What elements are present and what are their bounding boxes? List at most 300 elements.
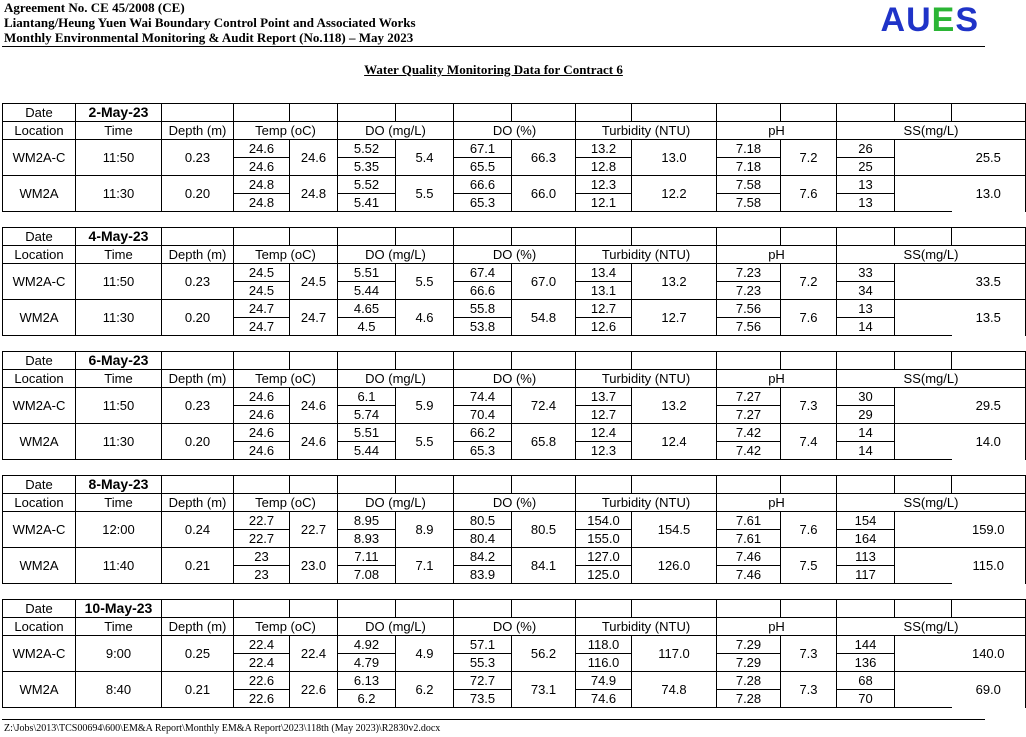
header-location: Location [3, 122, 76, 140]
ss-spacer [895, 300, 952, 318]
header-ss: SS(mg/L) [837, 122, 1026, 140]
do_pct-reading-2: 65.3 [454, 194, 512, 212]
do_mgl-reading-2: 4.5 [338, 318, 396, 336]
do_pct-reading-2: 83.9 [454, 566, 512, 584]
header-do-mgl: DO (mg/L) [338, 246, 454, 264]
turbidity-reading-2: 12.3 [576, 442, 632, 460]
do_pct-reading-2: 80.4 [454, 530, 512, 548]
location-cell: WM2A [3, 424, 76, 460]
location-cell: WM2A [3, 548, 76, 584]
do_mgl-reading-1: 6.13 [338, 672, 396, 690]
header-do-mgl: DO (mg/L) [338, 370, 454, 388]
temp-reading-2: 22.6 [234, 690, 290, 708]
do_pct-reading-2: 66.6 [454, 282, 512, 300]
header-do-pct: DO (%) [454, 494, 576, 512]
turbidity-reading-2: 13.1 [576, 282, 632, 300]
depth-cell: 0.23 [162, 264, 234, 300]
do_mgl-reading-1: 5.52 [338, 140, 396, 158]
monitoring-table [2, 351, 1026, 460]
ss-spacer [895, 548, 952, 566]
empty-cell [895, 600, 952, 618]
header-depth: Depth (m) [162, 494, 234, 512]
date-label: Date [3, 600, 76, 618]
monitoring-table [2, 599, 1026, 708]
empty-cell [338, 600, 396, 618]
empty-cell [234, 104, 290, 122]
empty-cell [396, 228, 454, 246]
do_pct-reading-1: 67.1 [454, 140, 512, 158]
ph-average: 7.4 [781, 424, 837, 460]
header-location: Location [3, 246, 76, 264]
ss-average: 29.5 [952, 388, 1026, 424]
empty-cell [781, 476, 837, 494]
empty-cell [234, 476, 290, 494]
page-title: Water Quality Monitoring Data for Contract 6 [364, 62, 623, 77]
temp-reading-2: 24.5 [234, 282, 290, 300]
do_pct-reading-2: 70.4 [454, 406, 512, 424]
ss-spacer [895, 282, 952, 300]
temp-average: 24.5 [290, 264, 338, 300]
header-ss: SS(mg/L) [837, 494, 1026, 512]
ss-average: 159.0 [952, 512, 1026, 548]
do_mgl-reading-1: 4.92 [338, 636, 396, 654]
turbidity-reading-1: 13.2 [576, 140, 632, 158]
turbidity-reading-1: 12.7 [576, 300, 632, 318]
depth-cell: 0.21 [162, 672, 234, 708]
ph-reading-2: 7.42 [717, 442, 781, 460]
ss-spacer [895, 512, 952, 530]
ss-reading-1: 68 [837, 672, 895, 690]
depth-cell: 0.25 [162, 636, 234, 672]
ph-reading-1: 7.42 [717, 424, 781, 442]
empty-cell [162, 104, 234, 122]
do_mgl-average: 5.9 [396, 388, 454, 424]
empty-cell [952, 228, 1026, 246]
ph-average: 7.6 [781, 512, 837, 548]
ph-reading-1: 7.29 [717, 636, 781, 654]
turbidity-reading-2: 74.6 [576, 690, 632, 708]
do_mgl-reading-2: 7.08 [338, 566, 396, 584]
ph-average: 7.2 [781, 264, 837, 300]
ph-reading-2: 7.23 [717, 282, 781, 300]
ss-reading-1: 144 [837, 636, 895, 654]
date-label: Date [3, 352, 76, 370]
temp-reading-1: 22.6 [234, 672, 290, 690]
empty-cell [837, 228, 895, 246]
empty-cell [576, 600, 632, 618]
turbidity-average: 74.8 [632, 672, 717, 708]
ph-average: 7.3 [781, 388, 837, 424]
empty-cell [234, 228, 290, 246]
depth-cell: 0.23 [162, 388, 234, 424]
turbidity-reading-2: 12.8 [576, 158, 632, 176]
temp-reading-1: 24.6 [234, 388, 290, 406]
empty-cell [632, 476, 717, 494]
turbidity-average: 117.0 [632, 636, 717, 672]
ph-average: 7.5 [781, 548, 837, 584]
empty-cell [837, 104, 895, 122]
temp-reading-2: 24.6 [234, 158, 290, 176]
empty-cell [512, 104, 576, 122]
ss-reading-2: 117 [837, 566, 895, 584]
do_pct-reading-1: 74.4 [454, 388, 512, 406]
do_mgl-reading-2: 6.2 [338, 690, 396, 708]
monitoring-table [2, 475, 1026, 584]
empty-cell [781, 600, 837, 618]
temp-reading-2: 24.8 [234, 194, 290, 212]
temp-average: 24.6 [290, 140, 338, 176]
project-name: Liantang/Heung Yuen Wai Boundary Control Point and Associated Works [4, 15, 416, 30]
do_pct-reading-2: 65.5 [454, 158, 512, 176]
do_pct-average: 73.1 [512, 672, 576, 708]
ph-reading-2: 7.61 [717, 530, 781, 548]
turbidity-average: 12.7 [632, 300, 717, 336]
turbidity-reading-2: 155.0 [576, 530, 632, 548]
do_pct-average: 56.2 [512, 636, 576, 672]
ph-average: 7.2 [781, 140, 837, 176]
do_pct-reading-1: 55.8 [454, 300, 512, 318]
header-temp: Temp (oC) [234, 494, 338, 512]
turbidity-reading-2: 12.7 [576, 406, 632, 424]
empty-cell [837, 600, 895, 618]
time-cell: 11:40 [76, 548, 162, 584]
do_mgl-reading-2: 8.93 [338, 530, 396, 548]
empty-cell [895, 104, 952, 122]
do_mgl-reading-2: 5.44 [338, 442, 396, 460]
ss-spacer [895, 690, 952, 708]
depth-cell: 0.20 [162, 176, 234, 212]
header-ph: pH [717, 246, 837, 264]
ph-reading-1: 7.58 [717, 176, 781, 194]
header-location: Location [3, 618, 76, 636]
ss-average: 14.0 [952, 424, 1026, 460]
ss-spacer [895, 158, 952, 176]
date-label: Date [3, 476, 76, 494]
ph-reading-1: 7.56 [717, 300, 781, 318]
temp-average: 23.0 [290, 548, 338, 584]
ss-average: 69.0 [952, 672, 1026, 708]
do_mgl-reading-2: 5.35 [338, 158, 396, 176]
ph-reading-2: 7.27 [717, 406, 781, 424]
header-do-pct: DO (%) [454, 618, 576, 636]
do_mgl-reading-1: 5.52 [338, 176, 396, 194]
time-cell: 11:50 [76, 388, 162, 424]
date-value: 6-May-23 [76, 352, 162, 370]
do_mgl-average: 5.4 [396, 140, 454, 176]
empty-cell [454, 600, 512, 618]
empty-cell [454, 476, 512, 494]
ss-reading-2: 14 [837, 318, 895, 336]
empty-cell [781, 352, 837, 370]
ss-spacer [895, 636, 952, 654]
header-time: Time [76, 370, 162, 388]
header-time: Time [76, 618, 162, 636]
ss-average: 33.5 [952, 264, 1026, 300]
ss-reading-1: 154 [837, 512, 895, 530]
aues-logo: AUES [880, 1, 979, 39]
header-location: Location [3, 370, 76, 388]
header-ss: SS(mg/L) [837, 246, 1026, 264]
ph-reading-2: 7.18 [717, 158, 781, 176]
turbidity-reading-1: 74.9 [576, 672, 632, 690]
empty-cell [290, 600, 338, 618]
empty-cell [952, 104, 1026, 122]
empty-cell [895, 352, 952, 370]
ss-spacer [895, 176, 952, 194]
empty-cell [952, 352, 1026, 370]
ph-reading-1: 7.61 [717, 512, 781, 530]
header-do-mgl: DO (mg/L) [338, 122, 454, 140]
location-cell: WM2A-C [3, 512, 76, 548]
empty-cell [290, 476, 338, 494]
ph-reading-1: 7.28 [717, 672, 781, 690]
location-cell: WM2A [3, 672, 76, 708]
turbidity-reading-2: 12.6 [576, 318, 632, 336]
do_mgl-reading-1: 5.51 [338, 264, 396, 282]
do_mgl-reading-2: 5.44 [338, 282, 396, 300]
header-turbidity: Turbidity (NTU) [576, 246, 717, 264]
do_mgl-reading-2: 5.41 [338, 194, 396, 212]
temp-average: 22.7 [290, 512, 338, 548]
ph-average: 7.6 [781, 176, 837, 212]
time-cell: 11:30 [76, 424, 162, 460]
ss-reading-1: 26 [837, 140, 895, 158]
do_mgl-average: 8.9 [396, 512, 454, 548]
header-temp: Temp (oC) [234, 246, 338, 264]
do_pct-reading-2: 73.5 [454, 690, 512, 708]
do_mgl-average: 4.6 [396, 300, 454, 336]
header-time: Time [76, 122, 162, 140]
ss-reading-1: 13 [837, 176, 895, 194]
depth-cell: 0.24 [162, 512, 234, 548]
do_mgl-average: 5.5 [396, 264, 454, 300]
time-cell: 8:40 [76, 672, 162, 708]
empty-cell [632, 228, 717, 246]
ss-reading-1: 30 [837, 388, 895, 406]
empty-cell [338, 104, 396, 122]
empty-cell [717, 476, 781, 494]
header-time: Time [76, 246, 162, 264]
temp-reading-1: 24.5 [234, 264, 290, 282]
empty-cell [895, 228, 952, 246]
file-path-footer: Z:\Jobs\2013\TCS00694\600\EM&A Report\Monthly EM&A Report\2023\118th (May 2023)\R2830v2.docx [4, 723, 441, 734]
turbidity-average: 13.0 [632, 140, 717, 176]
turbidity-reading-2: 125.0 [576, 566, 632, 584]
empty-cell [576, 476, 632, 494]
ss-average: 140.0 [952, 636, 1026, 672]
empty-cell [162, 352, 234, 370]
empty-cell [338, 228, 396, 246]
header-ph: pH [717, 618, 837, 636]
date-value: 4-May-23 [76, 228, 162, 246]
header-time: Time [76, 494, 162, 512]
time-cell: 12:00 [76, 512, 162, 548]
do_pct-reading-2: 55.3 [454, 654, 512, 672]
do_pct-reading-1: 80.5 [454, 512, 512, 530]
do_pct-average: 66.3 [512, 140, 576, 176]
do_mgl-reading-1: 5.51 [338, 424, 396, 442]
turbidity-average: 12.4 [632, 424, 717, 460]
temp-reading-1: 24.6 [234, 140, 290, 158]
ss-reading-1: 13 [837, 300, 895, 318]
time-cell: 11:50 [76, 140, 162, 176]
location-cell: WM2A [3, 176, 76, 212]
empty-cell [952, 600, 1026, 618]
ss-reading-1: 14 [837, 424, 895, 442]
temp-reading-2: 23 [234, 566, 290, 584]
header-turbidity: Turbidity (NTU) [576, 122, 717, 140]
header-do-pct: DO (%) [454, 370, 576, 388]
header-do-pct: DO (%) [454, 246, 576, 264]
do_pct-reading-1: 66.6 [454, 176, 512, 194]
ph-average: 7.3 [781, 636, 837, 672]
empty-cell [632, 352, 717, 370]
temp-reading-1: 24.7 [234, 300, 290, 318]
empty-cell [234, 352, 290, 370]
do_pct-average: 67.0 [512, 264, 576, 300]
ph-reading-2: 7.56 [717, 318, 781, 336]
depth-cell: 0.20 [162, 300, 234, 336]
do_mgl-average: 5.5 [396, 176, 454, 212]
empty-cell [338, 352, 396, 370]
ph-reading-1: 7.27 [717, 388, 781, 406]
empty-cell [512, 600, 576, 618]
empty-cell [512, 352, 576, 370]
turbidity-reading-1: 12.3 [576, 176, 632, 194]
temp-reading-2: 24.7 [234, 318, 290, 336]
empty-cell [781, 104, 837, 122]
header-temp: Temp (oC) [234, 618, 338, 636]
location-cell: WM2A-C [3, 388, 76, 424]
do_mgl-average: 5.5 [396, 424, 454, 460]
header-ph: pH [717, 370, 837, 388]
header-depth: Depth (m) [162, 618, 234, 636]
do_pct-reading-1: 84.2 [454, 548, 512, 566]
header-ss: SS(mg/L) [837, 618, 1026, 636]
ss-reading-2: 136 [837, 654, 895, 672]
location-cell: WM2A [3, 300, 76, 336]
ph-reading-2: 7.28 [717, 690, 781, 708]
empty-cell [338, 476, 396, 494]
empty-cell [576, 352, 632, 370]
temp-average: 24.7 [290, 300, 338, 336]
time-cell: 11:50 [76, 264, 162, 300]
empty-cell [396, 352, 454, 370]
ss-reading-2: 14 [837, 442, 895, 460]
empty-cell [952, 476, 1026, 494]
ss-reading-2: 70 [837, 690, 895, 708]
date-label: Date [3, 228, 76, 246]
time-cell: 11:30 [76, 176, 162, 212]
do_mgl-average: 4.9 [396, 636, 454, 672]
agreement-number: Agreement No. CE 45/2008 (CE) [4, 0, 185, 15]
ss-spacer [895, 406, 952, 424]
ph-reading-1: 7.23 [717, 264, 781, 282]
do_mgl-reading-1: 7.11 [338, 548, 396, 566]
empty-cell [576, 228, 632, 246]
empty-cell [717, 352, 781, 370]
empty-cell [717, 600, 781, 618]
ss-reading-2: 164 [837, 530, 895, 548]
ss-spacer [895, 140, 952, 158]
do_pct-reading-2: 65.3 [454, 442, 512, 460]
temp-average: 24.6 [290, 424, 338, 460]
temp-reading-2: 24.6 [234, 406, 290, 424]
ss-average: 115.0 [952, 548, 1026, 584]
header-ph: pH [717, 494, 837, 512]
turbidity-reading-1: 13.4 [576, 264, 632, 282]
header-temp: Temp (oC) [234, 122, 338, 140]
ss-reading-2: 13 [837, 194, 895, 212]
date-value: 10-May-23 [76, 600, 162, 618]
turbidity-average: 13.2 [632, 388, 717, 424]
turbidity-reading-2: 12.1 [576, 194, 632, 212]
header-location: Location [3, 494, 76, 512]
header-do-mgl: DO (mg/L) [338, 494, 454, 512]
temp-average: 22.4 [290, 636, 338, 672]
do_pct-reading-1: 67.4 [454, 264, 512, 282]
header-depth: Depth (m) [162, 122, 234, 140]
ph-reading-1: 7.46 [717, 548, 781, 566]
header-depth: Depth (m) [162, 370, 234, 388]
empty-cell [512, 476, 576, 494]
ss-reading-2: 34 [837, 282, 895, 300]
do_pct-reading-2: 53.8 [454, 318, 512, 336]
depth-cell: 0.21 [162, 548, 234, 584]
do_mgl-reading-2: 5.74 [338, 406, 396, 424]
time-cell: 9:00 [76, 636, 162, 672]
ss-spacer [895, 442, 952, 460]
header-turbidity: Turbidity (NTU) [576, 494, 717, 512]
do_pct-average: 54.8 [512, 300, 576, 336]
do_pct-reading-1: 57.1 [454, 636, 512, 654]
ss-reading-1: 33 [837, 264, 895, 282]
location-cell: WM2A-C [3, 140, 76, 176]
ph-reading-2: 7.58 [717, 194, 781, 212]
header-rule [2, 46, 985, 47]
temp-average: 24.8 [290, 176, 338, 212]
location-cell: WM2A-C [3, 264, 76, 300]
report-name: Monthly Environmental Monitoring & Audit Report (No.118) – May 2023 [4, 30, 414, 45]
empty-cell [717, 104, 781, 122]
empty-cell [290, 104, 338, 122]
ss-spacer [895, 530, 952, 548]
ss-spacer [895, 318, 952, 336]
ss-reading-2: 25 [837, 158, 895, 176]
empty-cell [162, 228, 234, 246]
temp-average: 22.6 [290, 672, 338, 708]
turbidity-reading-1: 154.0 [576, 512, 632, 530]
empty-cell [512, 228, 576, 246]
do_pct-average: 84.1 [512, 548, 576, 584]
ss-spacer [895, 424, 952, 442]
temp-reading-1: 22.7 [234, 512, 290, 530]
date-value: 8-May-23 [76, 476, 162, 494]
do_pct-reading-1: 72.7 [454, 672, 512, 690]
empty-cell [162, 476, 234, 494]
temp-reading-1: 24.8 [234, 176, 290, 194]
do_mgl-reading-1: 4.65 [338, 300, 396, 318]
empty-cell [162, 600, 234, 618]
ss-spacer [895, 388, 952, 406]
ph-reading-1: 7.18 [717, 140, 781, 158]
turbidity-average: 126.0 [632, 548, 717, 584]
ss-spacer [895, 566, 952, 584]
ss-reading-2: 29 [837, 406, 895, 424]
empty-cell [234, 600, 290, 618]
do_pct-average: 80.5 [512, 512, 576, 548]
depth-cell: 0.23 [162, 140, 234, 176]
